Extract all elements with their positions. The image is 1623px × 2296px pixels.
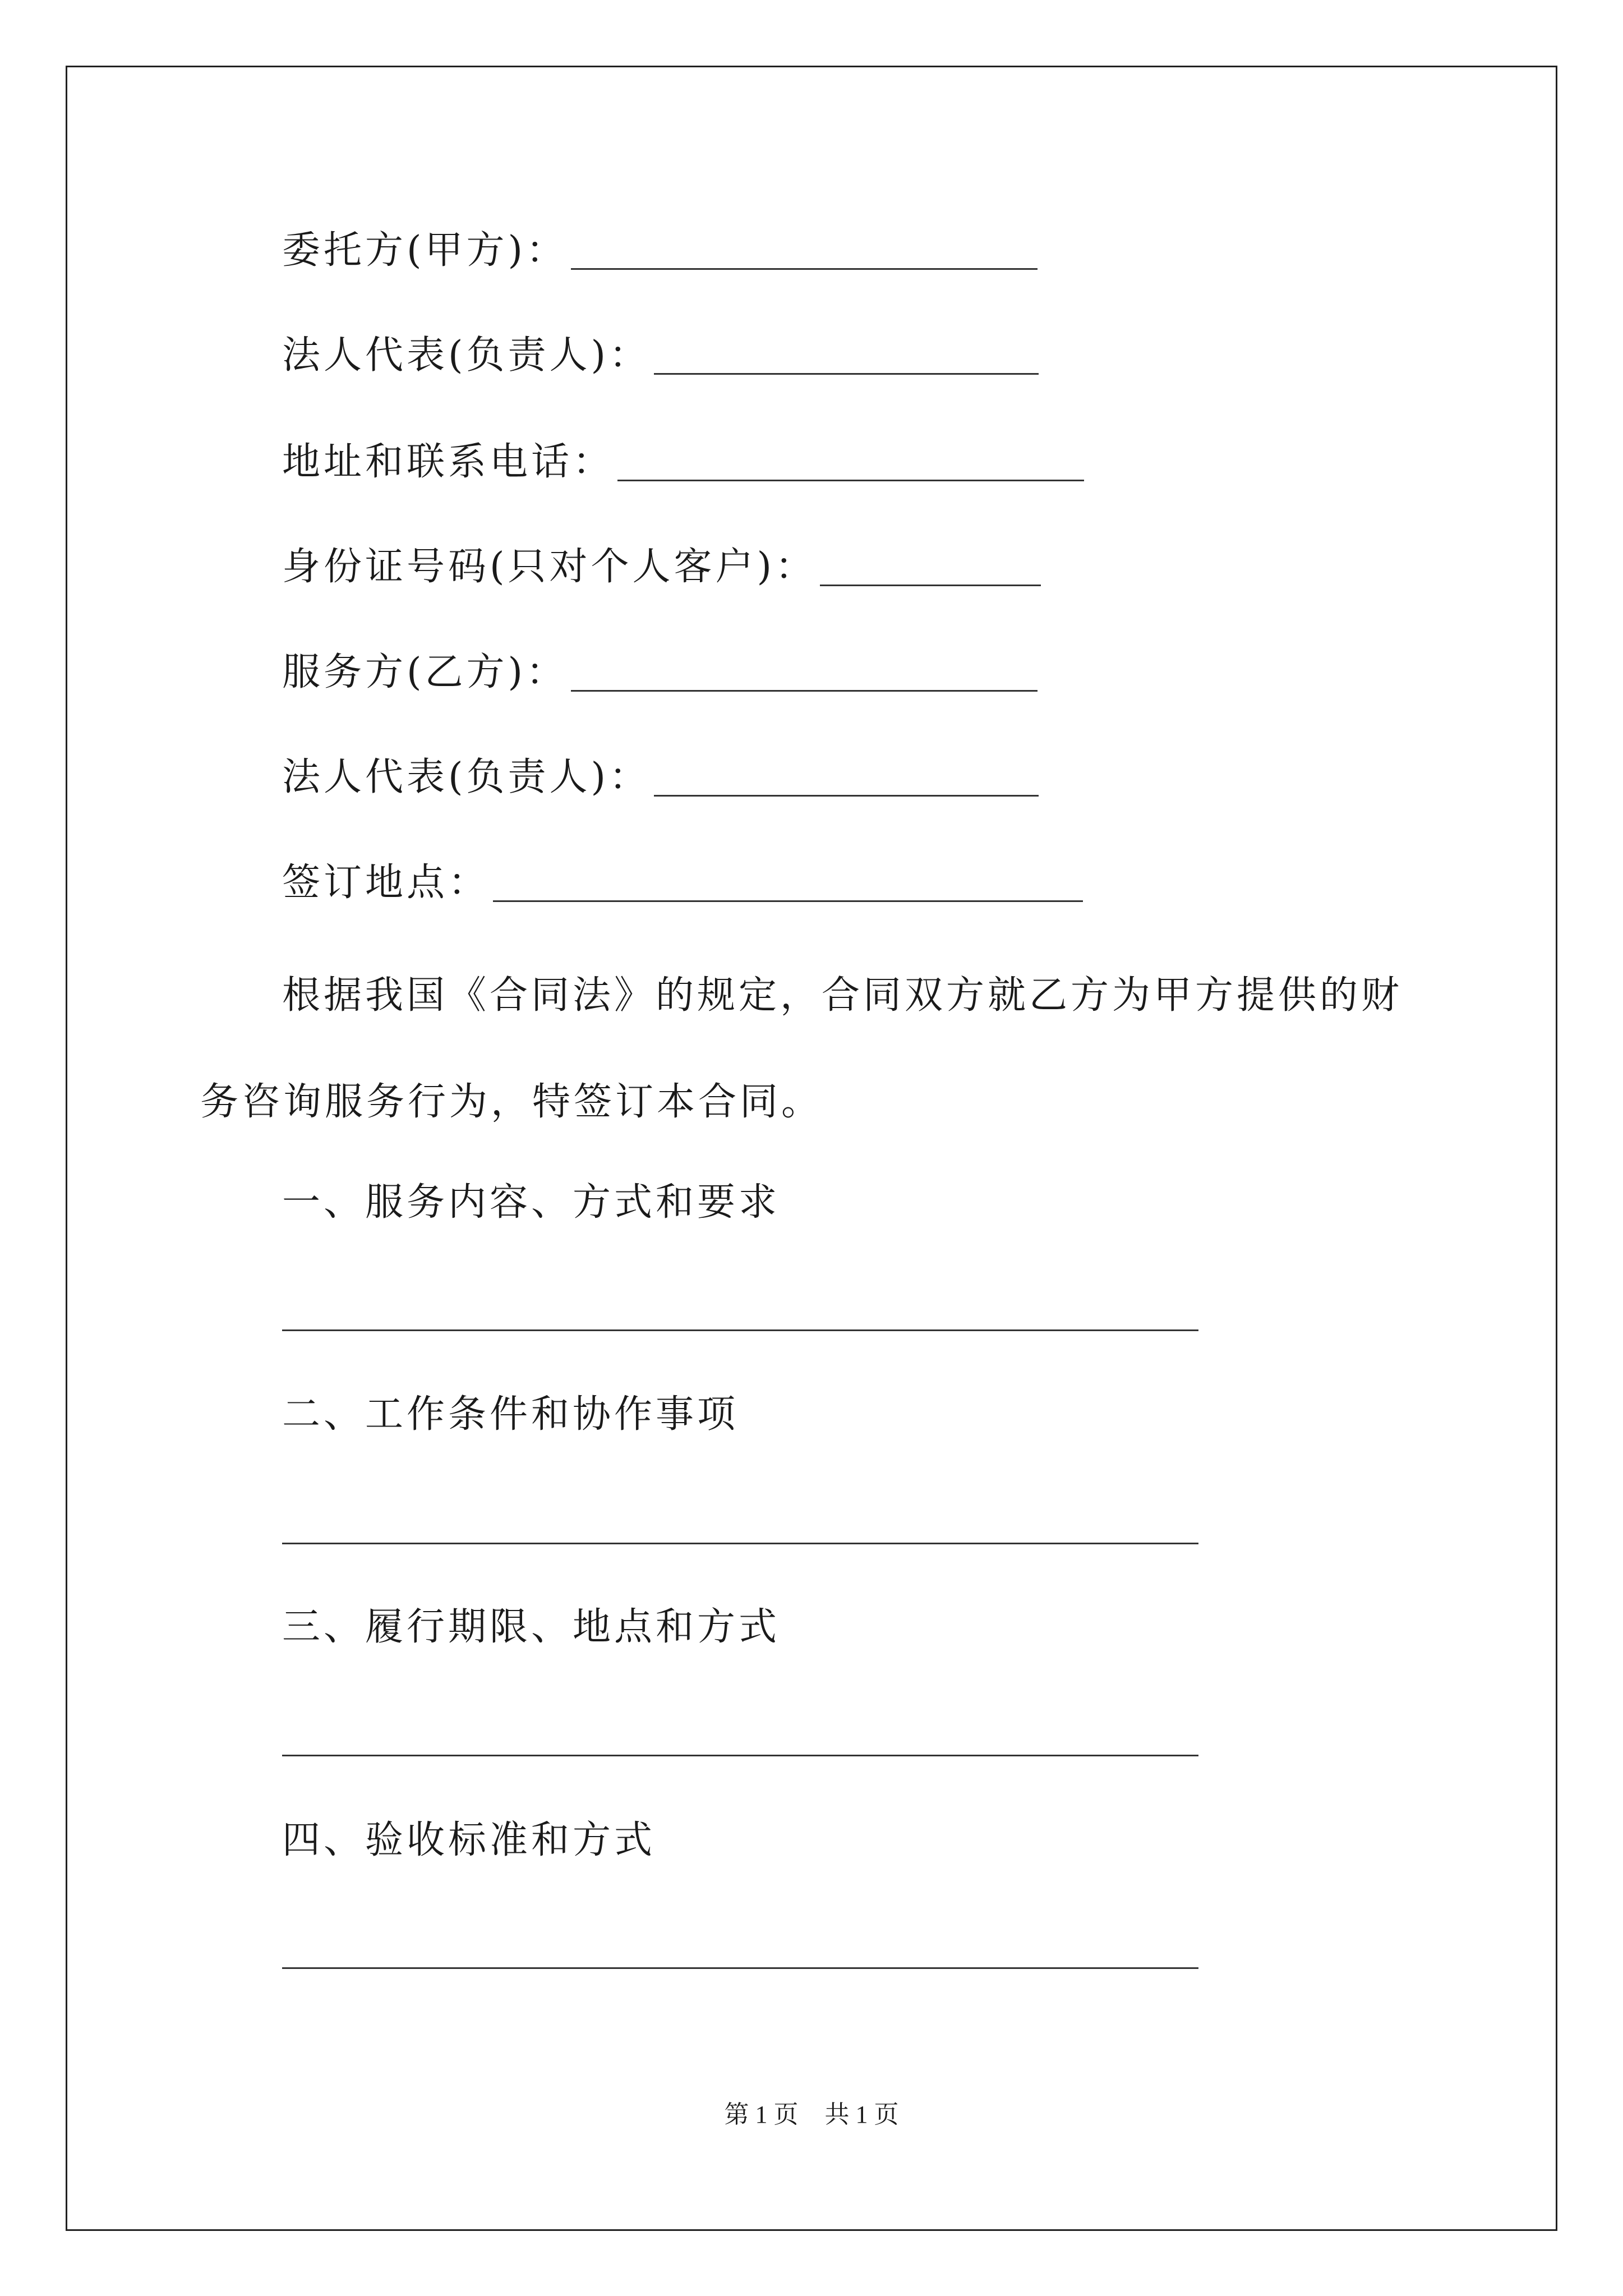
field-id-number-label: 身份证号码(只对个人客户)：: [282, 545, 817, 589]
field-client-label: 委托方(甲方)：: [282, 228, 568, 273]
section-heading-2: [282, 1392, 739, 1437]
section-2-blank[interactable]: [282, 1543, 1198, 1544]
section-heading-4-text: 四、验收标准和方式: [282, 1818, 656, 1862]
section-1-blank[interactable]: [282, 1329, 1198, 1331]
field-client-representative: [282, 333, 1039, 378]
intro-paragraph: 根据我国《合同法》的规定，合同双方就乙方为甲方提供的财务咨询服务行为，特签订本合同。: [200, 973, 1403, 1124]
page-footer: [0, 2094, 1623, 2130]
section-4-blank[interactable]: [282, 1967, 1198, 1969]
field-client-representative-label: 法人代表(负责人)：: [282, 333, 651, 378]
field-provider-representative-label: 法人代表(负责人)：: [282, 755, 651, 799]
field-provider-label: 服务方(乙方)：: [282, 650, 568, 694]
section-heading-4: [282, 1818, 656, 1862]
field-client-representative-blank[interactable]: [654, 342, 1039, 375]
section-heading-3: [282, 1605, 781, 1649]
section-heading-1: [282, 1180, 781, 1225]
field-signing-place: [282, 861, 1083, 905]
field-provider-blank[interactable]: [571, 659, 1038, 692]
page-number: 第 1 页: [724, 2101, 799, 2128]
field-signing-place-label: 签订地点：: [282, 861, 490, 905]
section-3-blank[interactable]: [282, 1755, 1198, 1756]
field-id-number: [282, 545, 1041, 589]
field-id-number-blank[interactable]: [820, 553, 1041, 586]
field-address-phone-blank[interactable]: [617, 448, 1084, 481]
field-address-phone: [282, 440, 1084, 484]
field-provider: [282, 650, 1038, 694]
field-client-blank[interactable]: [571, 237, 1038, 270]
section-heading-3-text: 三、履行期限、地点和方式: [282, 1605, 781, 1649]
field-provider-representative: [282, 755, 1039, 799]
page-total: 共 1 页: [824, 2101, 899, 2128]
section-heading-1-text: 一、服务内容、方式和要求: [282, 1180, 781, 1225]
field-provider-representative-blank[interactable]: [654, 763, 1039, 797]
field-address-phone-label: 地址和联系电话：: [282, 440, 615, 484]
field-signing-place-blank[interactable]: [493, 869, 1083, 902]
field-client: [282, 228, 1038, 273]
section-heading-2-text: 二、工作条件和协作事项: [282, 1392, 739, 1437]
